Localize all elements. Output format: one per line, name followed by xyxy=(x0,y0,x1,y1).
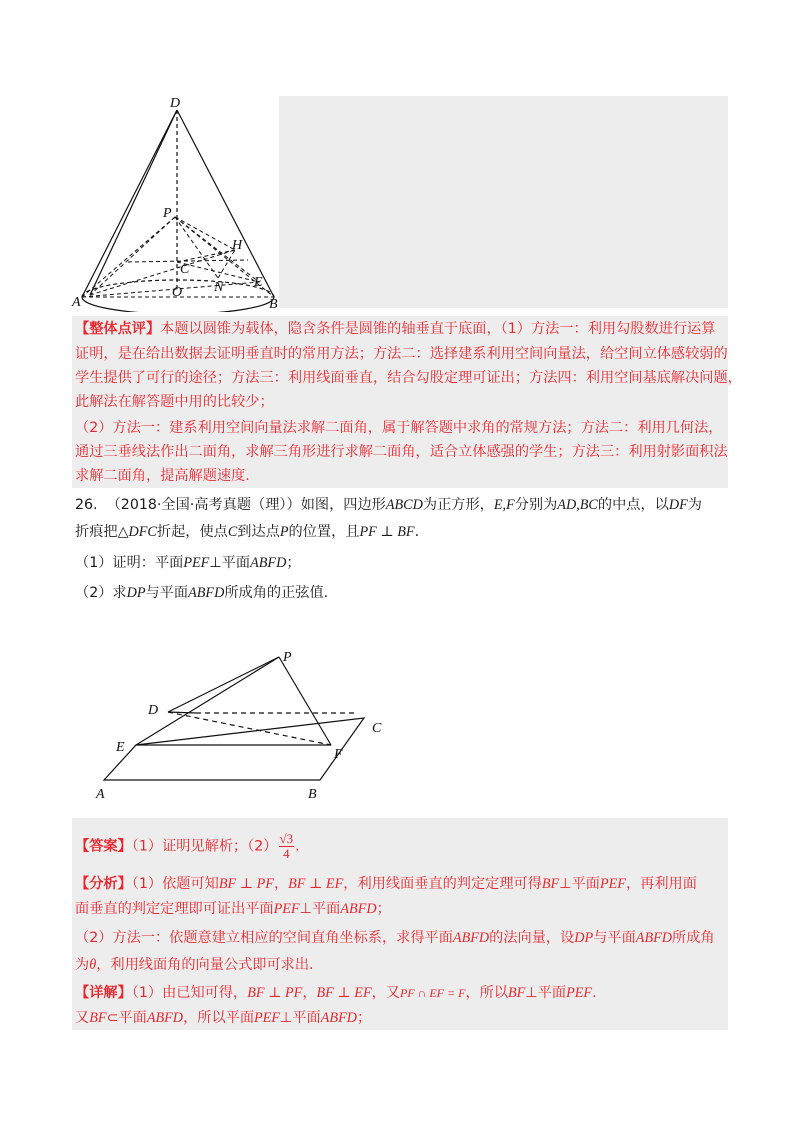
math-adbc: AD,BC xyxy=(557,497,598,513)
answer-text: . xyxy=(295,838,300,855)
detail-text: ⊥平面 xyxy=(525,985,567,1001)
problem-text: 的位置，且 xyxy=(288,524,360,540)
math-df: DF xyxy=(668,497,688,513)
q1-text: （1）证明：平面 xyxy=(75,555,184,571)
analysis-text: （2）方法一：依题意建立相应的空间直角坐标系，求得平面 xyxy=(75,930,453,946)
review-line-4: 此解法在解答题中用的比较少； xyxy=(75,394,274,410)
analysis-text: ⊥平面 xyxy=(559,876,600,892)
analysis-text: ， xyxy=(273,876,289,892)
math-pef: PEF xyxy=(273,901,300,917)
label-B: B xyxy=(269,297,278,312)
q2-text: （2）求 xyxy=(75,585,127,601)
detail-text: （1）由已知可得， xyxy=(131,985,248,1001)
label-P: P xyxy=(163,206,172,221)
detail-text: ⊥平面 xyxy=(280,1010,321,1026)
question-1 xyxy=(75,553,301,573)
analysis-text: ，利用线面角的向量公式即可求出. xyxy=(96,957,314,973)
analysis-line-2 xyxy=(75,899,391,919)
detail-text: . xyxy=(592,985,597,1001)
label-E: E xyxy=(254,275,263,290)
label-A: A xyxy=(96,787,105,802)
label-A: A xyxy=(72,295,81,310)
review-tag: 【整体点评】 xyxy=(75,321,161,337)
math-bf-ef: BF ⊥ EF xyxy=(288,876,344,892)
fold-figure xyxy=(88,640,408,810)
q1-text: ⊥平面 xyxy=(209,555,251,571)
gray-panel-top xyxy=(279,96,728,308)
detail-text: 又 xyxy=(75,1010,90,1026)
answer-fraction xyxy=(279,832,295,861)
problem-text: . xyxy=(414,524,420,540)
label-O: O xyxy=(172,285,183,300)
math-bf-pf: BF ⊥ PF xyxy=(218,876,274,892)
label-F: F xyxy=(334,747,343,762)
math-bf: BF xyxy=(541,876,560,892)
math-pf-cap-ef: PF ∩ EF = F xyxy=(400,986,466,1000)
detail-line-2 xyxy=(75,1008,371,1028)
math-abfd: ABFD xyxy=(146,1010,184,1026)
problem-line-2 xyxy=(75,522,419,542)
fraction-denominator: 4 xyxy=(283,846,290,861)
math-bf: BF xyxy=(89,1010,107,1026)
review-line-5: （2）方法一：建系利用空间向量法求解二面角，属于解答题中求角的常规方法；方法二：利用几何法， xyxy=(75,420,723,436)
detail-text: ，所以 xyxy=(465,985,509,1001)
analysis-text: 与平面 xyxy=(593,930,636,946)
detail-text: ⊂平面 xyxy=(106,1010,147,1026)
analysis-text: 所成角 xyxy=(672,930,715,946)
q1-text: ； xyxy=(286,555,301,571)
analysis-line-3 xyxy=(75,928,715,948)
label-D: D xyxy=(170,96,181,111)
label-C: C xyxy=(180,262,190,277)
math-abfd: ABFD xyxy=(340,901,377,917)
analysis-text: 的法向量，设 xyxy=(489,930,575,946)
label-C: C xyxy=(372,721,382,736)
analysis-text: ⊥平面 xyxy=(299,901,341,917)
analysis-line-4 xyxy=(75,955,314,975)
label-P: P xyxy=(283,650,292,665)
label-N: N xyxy=(214,280,224,295)
detail-text: ，又 xyxy=(371,985,401,1001)
math-abcd: ABCD xyxy=(385,497,423,513)
review-line-3: 学生提供了可行的途径；方法三：利用线面垂直，结合勾股定理可证出；方法四：利用空间基底解决问题， xyxy=(75,370,742,386)
math-ef: E,F xyxy=(493,497,515,513)
answer-tag: 【答案】 xyxy=(75,838,132,855)
review-line-1: 本题以圆锥为载体，隐含条件是圆锥的轴垂直于底面，（1）方法一：利用勾股数进行运算 xyxy=(160,321,716,337)
answer-text: （1）证明见解析；（2） xyxy=(131,838,278,855)
math-abfd: ABFD xyxy=(250,555,287,571)
label-H: H xyxy=(232,238,243,253)
math-abfd: ABFD xyxy=(452,930,490,946)
analysis-tag: 【分析】 xyxy=(75,876,132,892)
problem-text: 的中点，以 xyxy=(597,497,669,513)
problem-line-1 xyxy=(75,495,702,515)
problem-text: 为 xyxy=(687,497,702,513)
math-abfd: ABFD xyxy=(320,1010,357,1026)
label-E: E xyxy=(116,740,125,755)
problem-source: （2018·全国·高考真题（理））如图，四边形 xyxy=(106,497,386,513)
detail-tag: 【详解】 xyxy=(75,985,132,1001)
math-theta: θ xyxy=(89,957,97,973)
problem-number: 26. xyxy=(75,497,98,513)
q2-text: 与平面 xyxy=(145,585,189,601)
math-pef: PEF xyxy=(183,555,210,571)
math-p: P xyxy=(279,524,289,540)
analysis-line-1 xyxy=(75,874,697,894)
math-pef: PEF xyxy=(566,985,593,1001)
review-line-7: 求解二面角，提高解题速度. xyxy=(75,468,250,484)
math-dp: DP xyxy=(574,930,594,946)
analysis-text: ，再利用面 xyxy=(625,876,697,892)
analysis-text: 为 xyxy=(75,957,90,973)
problem-text: 折起，使点 xyxy=(156,524,228,540)
math-pef: PEF xyxy=(599,876,626,892)
math-abfd: ABFD xyxy=(188,585,225,601)
problem-text: 到达点 xyxy=(237,524,280,540)
problem-text: 为正方形， xyxy=(422,497,494,513)
analysis-text: （1）依题可知 xyxy=(131,876,219,892)
math-abfd: ABFD xyxy=(635,930,673,946)
math-pef: PEF xyxy=(254,1010,281,1026)
review-line-2: 证明，是在给出数据去证明垂直时的常用方法；方法二：选择建系利用空间向量法，给空间立体感较弱的 xyxy=(75,346,728,362)
math-condition: PF ⊥ BF xyxy=(359,524,415,540)
math-bf: BF xyxy=(508,985,526,1001)
detail-line-1 xyxy=(75,983,597,1003)
detail-text: ， xyxy=(302,985,317,1001)
math-bf-ef: BF ⊥ EF xyxy=(316,985,372,1001)
fraction-numerator: √3 xyxy=(279,831,294,846)
detail-text: ； xyxy=(357,1010,372,1026)
q2-text: 所成角的正弦值. xyxy=(224,585,329,601)
detail-text: ，所以平面 xyxy=(183,1010,255,1026)
review-line-6: 通过三垂线法作出二面角，求解三角形进行求解二面角，适合立体感强的学生；方法三：利用射影面积法 xyxy=(75,444,728,460)
math-bf-pf: BF ⊥ PF xyxy=(247,985,303,1001)
label-B: B xyxy=(308,787,317,802)
cone-figure xyxy=(68,92,283,312)
answer-line xyxy=(75,832,300,861)
problem-text: 分别为 xyxy=(514,497,558,513)
analysis-text: ，利用线面垂直的判定定理可得 xyxy=(343,876,542,892)
analysis-text: 面垂直的判定定理即可证出平面 xyxy=(75,901,274,917)
question-2 xyxy=(75,583,328,603)
label-D: D xyxy=(148,703,159,718)
math-triangle-dfc: △DFC xyxy=(117,524,157,540)
analysis-text: ； xyxy=(376,901,391,917)
math-c: C xyxy=(227,524,238,540)
math-dp: DP xyxy=(126,585,146,601)
problem-text: 折痕把 xyxy=(75,524,118,540)
